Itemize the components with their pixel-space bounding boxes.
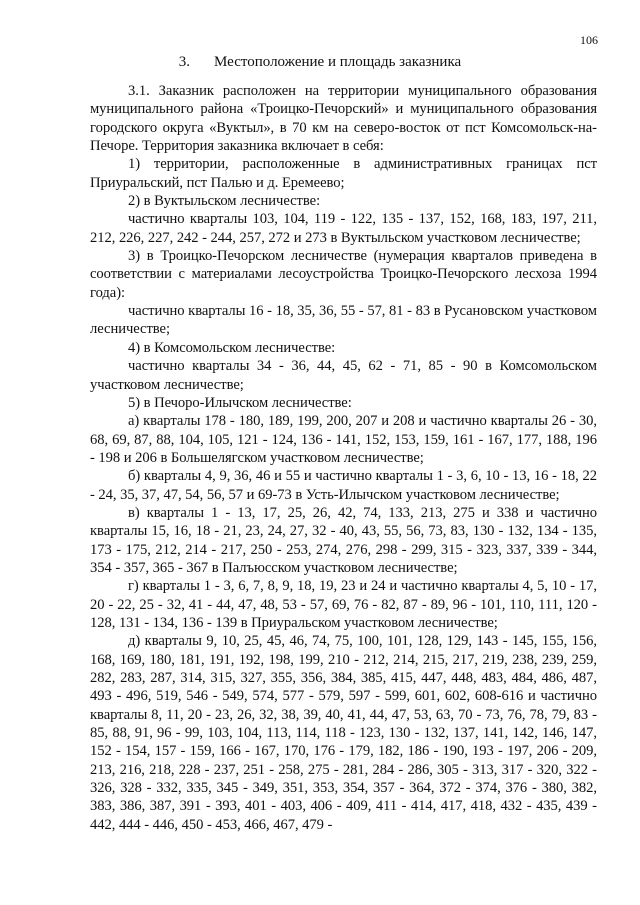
paragraph-3-1: 3.1. Заказник расположен на территории муниципального образования муниципального района «Троицко-Печорский» и муниципального образования городского округа «Вуктыл», в 70 км на северо-восток от пст Комсомольск-на-Печоре. Территория заказника включает в себя: bbox=[90, 83, 597, 155]
paragraph-item-3: 3) в Троицко-Печорском лесничестве (нумерация кварталов приведена в соответствии с материалами лесоустройства Троицко-Печорского лесхоза 1994 года): bbox=[90, 248, 597, 301]
page-number: 106 bbox=[580, 33, 598, 47]
paragraph-subitem-g: г) кварталы 1 - 3, 6, 7, 8, 9, 18, 19, 23 и 24 и частично кварталы 4, 5, 10 - 17, 20 - 22, 25 - 32, 41 - 44, 47, 48, 53 - 57, 69, 76 - 82, 87 - 89, 96 - 101, 110, 111, 120 - 128, 131 - 134, 136 - 139 в Приуральском участковом лесничестве; bbox=[90, 578, 597, 631]
section-title: Местоположение и площадь заказника bbox=[214, 54, 462, 70]
section-number: 3. bbox=[178, 54, 191, 70]
paragraph-subitem-b: б) кварталы 4, 9, 36, 46 и 55 и частично кварталы 1 - 3, 6, 10 - 13, 16 - 18, 22 - 24, 35, 37, 47, 54, 56, 57 и 69-73 в Усть-Илычском участковом лесничестве; bbox=[90, 468, 597, 503]
paragraph-rusanovsky-quarters: частично кварталы 16 - 18, 35, 36, 55 - 57, 81 - 83 в Русановском участковом лесничестве; bbox=[90, 303, 597, 338]
paragraph-item-2: 2) в Вуктыльском лесничестве: bbox=[128, 193, 321, 210]
paragraph-item-4: 4) в Комсомольском лесничестве: bbox=[128, 339, 336, 356]
paragraph-komsomolsk-quarters: частично кварталы 34 - 36, 44, 45, 62 - 71, 85 - 90 в Комсомольском участковом лесничестве; bbox=[90, 358, 597, 393]
paragraph-subitem-a: а) кварталы 178 - 180, 189, 199, 200, 207 и 208 и частично кварталы 26 - 30, 68, 69, 87, 88, 104, 105, 121 - 124, 136 - 141, 152, 153, 159, 161 - 167, 177, 188, 196 - 198 и 206 в Большелягском участковом лесничестве; bbox=[90, 413, 597, 466]
paragraph-subitem-d: д) кварталы 9, 10, 25, 45, 46, 74, 75, 100, 101, 128, 129, 143 - 145, 155, 156, 168, 169, 180, 181, 191, 192, 198, 199, 210 - 212, 214, 215, 217, 219, 238, 239, 259, 282, 283, 287, 314, 315, 327, 355, 356, 384, 385, 415, 447, 448, 483, 484, 486, 487, 493 - 496, 519, 546 - 549, 574, 577 - 579, 597 - 599, 601, 602, 608-616 и частично кварталы 8, 11, 20 - 23, 26, 32, 38, 39, 40, 41, 44, 47, 53, 63, 70 - 73, 76, 78, 79, 83 - 85, 88, 91, 96 - 99, 103, 104, 113, 114, 118 - 123, 130 - 132, 137, 141, 142, 146, 147, 152 - 154, 157 - 159, 166 - 167, 170, 176 - 179, 182, 186 - 190, 193 - 197, 206 - 209, 213, 216, 218, 228 - 237, 251 - 258, 275 - 281, 284 - 286, 305 - 313, 317 - 320, 322 - 326, 328 - 332, 335, 345 - 349, 351, 353, 354, 357 - 364, 372 - 374, 376 - 380, 382, 383, 386, 387, 391 - 393, 401 - 403, 406 - 409, 411 - 414, 417, 418, 432 - 435, 439 - 442, 444 - 446, 450 - 453, 466, 467, 479 - bbox=[90, 633, 597, 833]
paragraph-vuktyl-quarters: частично кварталы 103, 104, 119 - 122, 135 - 137, 152, 168, 183, 197, 211, 212, 226, 227, 242 - 244, 257, 272 и 273 в Вуктыльском участковом лесничестве; bbox=[90, 211, 597, 246]
paragraph-subitem-v: в) кварталы 1 - 13, 17, 25, 26, 42, 74, 133, 213, 275 и 338 и частично кварталы 15, 16, 18 - 21, 23, 24, 27, 32 - 40, 43, 55, 56, 73, 83, 130 - 132, 134 - 135, 173 - 175, 212, 214 - 217, 250 - 253, 274, 276, 298 - 299, 315 - 323, 337, 339 - 344, 354 - 357, 365 - 367 в Палъюсском участковом лесничестве; bbox=[90, 504, 597, 576]
document-body bbox=[90, 82, 597, 834]
paragraph-item-1: 1) территории, расположенные в административных границах пст Приуральский, пст Палью и д. Еремеево; bbox=[90, 156, 597, 191]
section-heading bbox=[0, 54, 640, 71]
paragraph-item-5: 5) в Печоро-Илычском лесничестве: bbox=[128, 394, 352, 411]
